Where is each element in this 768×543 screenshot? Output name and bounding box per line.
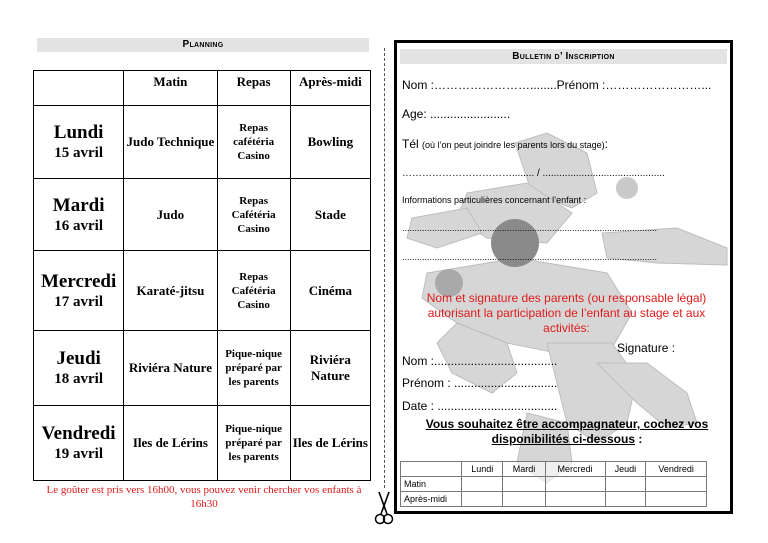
apres-midi-cell: Iles de Lérins (290, 406, 370, 481)
registration-form (394, 40, 733, 514)
volunteer-text: Vous souhaitez être accompagnateur, cochez vos disponibilités ci-dessous (425, 417, 709, 446)
matin-cell: Judo Technique (124, 106, 217, 179)
availability-day-header: Lundi (462, 462, 503, 477)
planning-row (34, 106, 371, 179)
repas-cell: Pique-nique préparé par les parents (217, 406, 290, 481)
repas-cell: Repas cafétéria Casino (217, 106, 290, 179)
info-field-line-1[interactable]: ...................................................................................................... (402, 223, 658, 233)
availability-table (400, 461, 707, 507)
availability-day-header: Mardi (503, 462, 545, 477)
phone-colon: : (604, 137, 608, 151)
column-header-apres-midi: Après-midi (290, 71, 370, 106)
availability-checkbox-cell[interactable] (503, 477, 545, 492)
cut-line (384, 48, 385, 488)
signature-label: Signature : (617, 341, 676, 355)
planning-header-row (34, 71, 371, 106)
phone-hint: (où l’on peut joindre les parents lors du stage) (422, 140, 605, 150)
day-name: Mardi (52, 194, 105, 216)
parent-name-field[interactable]: Nom :..................................... (402, 354, 558, 368)
availability-checkbox-cell[interactable] (462, 492, 503, 507)
name-firstname-field[interactable]: Nom :……………………........Prénom :……………………... (402, 78, 712, 92)
apres-midi-cell: Riviéra Nature (290, 331, 370, 406)
consent-text: Nom et signature des parents (ou responsable légal) autorisant la participation de l’enfant au stage et aux activités: (426, 291, 707, 335)
day-date: 18 avril (54, 371, 103, 388)
parent-firstname-field[interactable]: Prénom : ............................... (402, 376, 558, 390)
repas-cell: Repas Cafétéria Casino (217, 179, 290, 251)
phone-field[interactable]: ……………………………........ / ............................................ (402, 168, 665, 179)
day-cell (34, 106, 124, 179)
form-title: Bulletin d’ Inscription (400, 49, 727, 64)
repas-cell: Pique-nique préparé par les parents (217, 331, 290, 406)
availability-checkbox-cell[interactable] (545, 477, 605, 492)
day-name: Vendredi (41, 423, 116, 445)
apres-midi-cell: Cinéma (290, 251, 370, 331)
day-cell (34, 406, 124, 481)
scissors-icon (374, 492, 394, 526)
apres-midi-cell: Stade (290, 179, 370, 251)
availability-checkbox-cell[interactable] (605, 492, 646, 507)
planning-corner-cell (34, 71, 124, 106)
volunteer-colon: : (635, 432, 643, 446)
availability-day-header: Mercredi (545, 462, 605, 477)
availability-corner-cell (401, 462, 462, 477)
planning-table (33, 70, 371, 481)
repas-cell: Repas Cafétéria Casino (217, 251, 290, 331)
availability-checkbox-cell[interactable] (503, 492, 545, 507)
day-date: 15 avril (54, 145, 103, 162)
planning-row (34, 179, 371, 251)
availability-day-header: Jeudi (605, 462, 646, 477)
day-name: Lundi (53, 122, 104, 144)
day-date: 16 avril (54, 217, 103, 234)
info-field-line-2[interactable]: ...................................................................................................... (402, 252, 658, 262)
phone-label (402, 137, 608, 151)
availability-checkbox-cell[interactable] (462, 477, 503, 492)
day-cell (34, 331, 124, 406)
info-label: Informations particulières concernant l’enfant : (402, 195, 587, 205)
planning-row (34, 331, 371, 406)
date-field[interactable]: Date : .................................... (402, 399, 558, 413)
day-date: 19 avril (54, 446, 103, 463)
availability-checkbox-cell[interactable] (646, 492, 707, 507)
availability-header-row (401, 462, 707, 477)
availability-row-label: Matin (401, 477, 462, 492)
snack-note: Le goûter est pris vers 16h00, vous pouvez venir chercher vos enfants à 16h30 (46, 484, 362, 510)
apres-midi-cell: Bowling (290, 106, 370, 179)
availability-checkbox-cell[interactable] (646, 477, 707, 492)
planning-row (34, 251, 371, 331)
age-field[interactable]: Age: ........................ (402, 107, 511, 121)
matin-cell: Judo (124, 179, 217, 251)
day-date: 17 avril (54, 293, 103, 310)
day-cell (34, 179, 124, 251)
matin-cell: Riviéra Nature (124, 331, 217, 406)
planning-title: Planning (37, 38, 369, 52)
day-name: Jeudi (56, 348, 101, 370)
column-header-matin: Matin (124, 71, 217, 106)
availability-row (401, 477, 707, 492)
volunteer-heading (407, 417, 727, 447)
planning-row (34, 406, 371, 481)
availability-checkbox-cell[interactable] (545, 492, 605, 507)
phone-label-text: Tél (402, 137, 419, 151)
availability-row (401, 492, 707, 507)
availability-row-label: Après-midi (401, 492, 462, 507)
availability-day-header: Vendredi (646, 462, 707, 477)
day-cell (34, 251, 124, 331)
matin-cell: Iles de Lérins (124, 406, 217, 481)
column-header-repas: Repas (217, 71, 290, 106)
day-name: Mercredi (41, 270, 117, 292)
matin-cell: Karaté-jitsu (124, 251, 217, 331)
availability-checkbox-cell[interactable] (605, 477, 646, 492)
